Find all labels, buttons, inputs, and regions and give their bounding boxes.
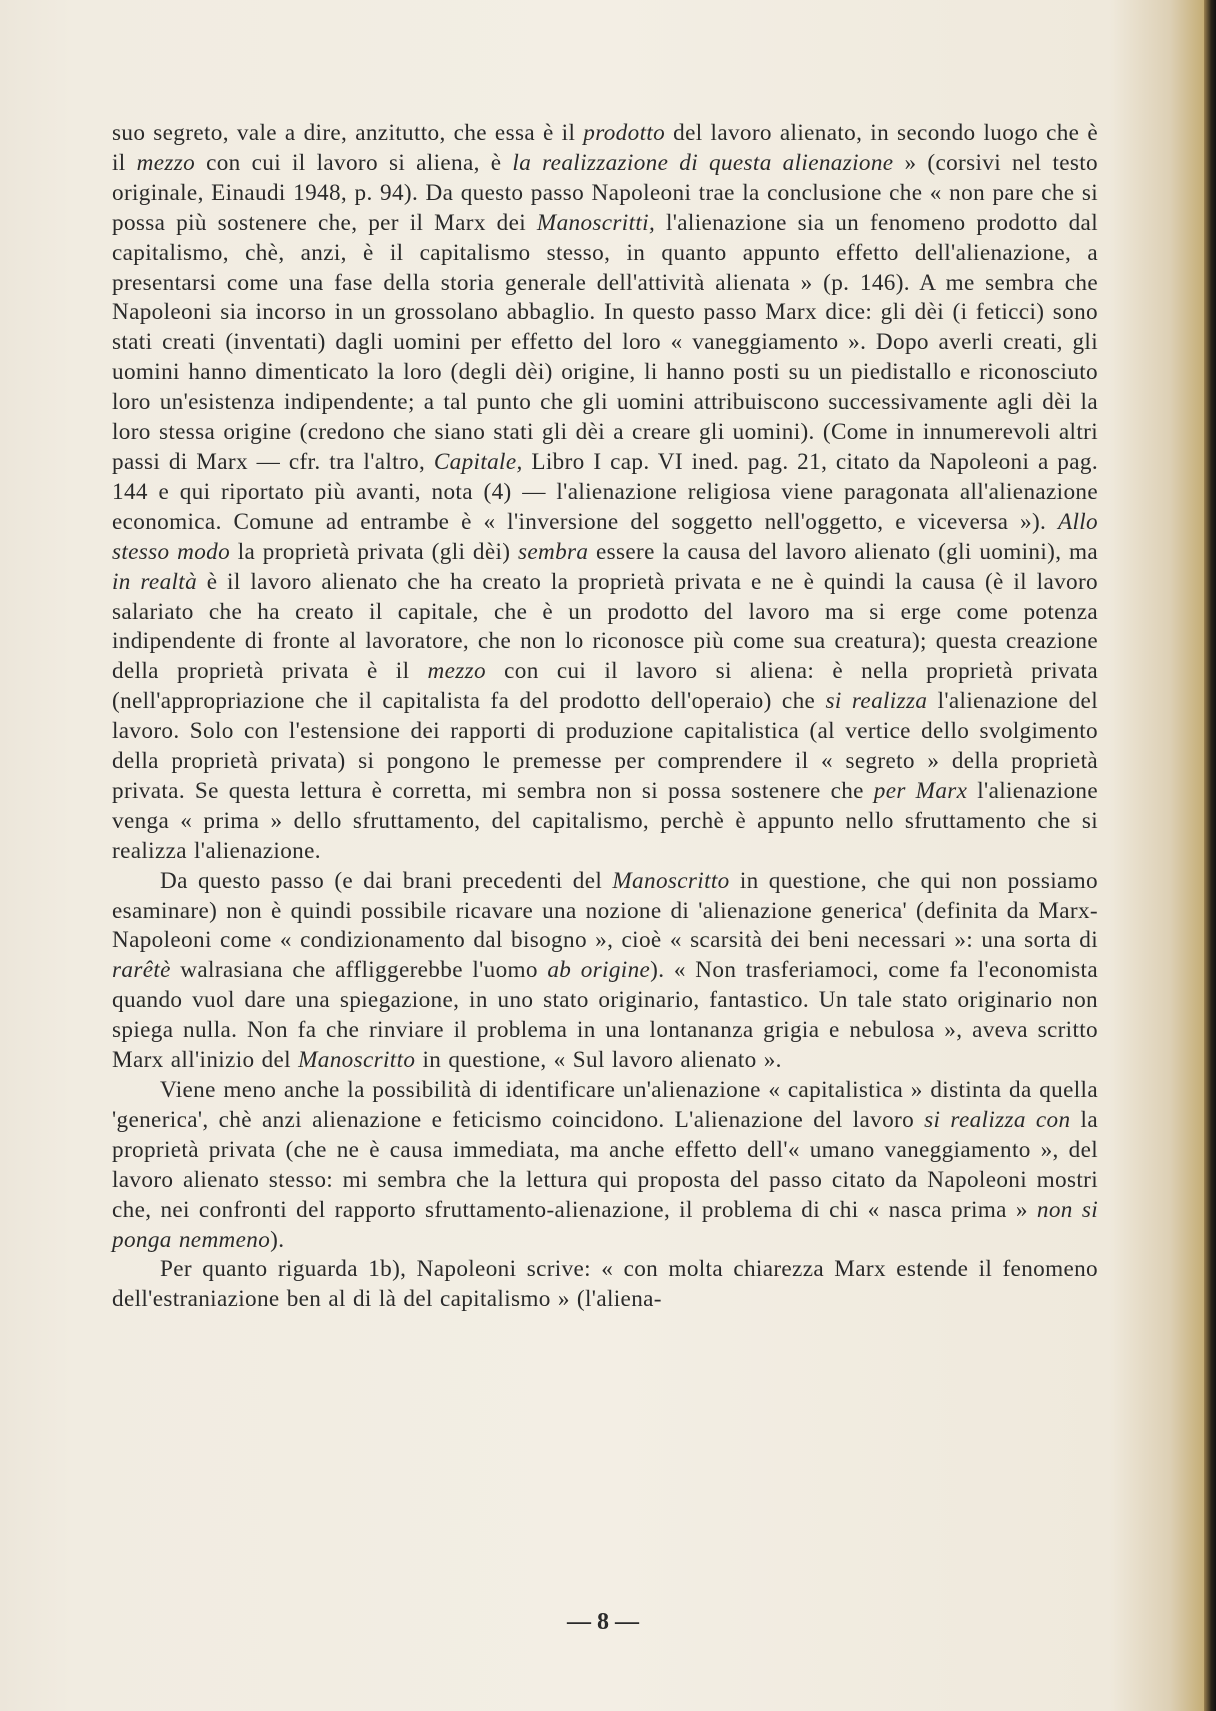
italic-run: la realizzazione di questa alienazione [512,149,894,176]
italic-run: Capitale, [433,448,523,475]
italic-run: ab origine [547,957,651,984]
italic-run: si realizza con [924,1106,1071,1133]
italic-run: Manoscritti, [536,209,656,236]
paragraph-2 [112,867,1098,1076]
text-run: walrasiana che affliggerebbe l'uomo [170,957,548,984]
text-run: con cui il lavoro si aliena, è [195,149,513,176]
text-run: l'alienazione del lavoro. Solo con l'estensione dei rapporti di produzione capitalistica (al vertice dello svolgimento della proprietà privata) si pongono le premesse per comprendere il « segreto » della proprietà privata. Se questa lettura è corretta, mi sembra non si possa sostenere che [112,688,1098,804]
paragraph-3 [112,1076,1098,1255]
italic-run: Manoscritto [298,1047,416,1074]
italic-run: si realizza [825,688,928,715]
text-run: la proprietà privata (gli dèi) [230,538,518,565]
text-run: Viene meno anche la possibilità di identificare un'alienazione « capitalistica » distinta da quella 'generica', chè anzi alienazione e feticismo coincidono. L'alienazione del lavoro [112,1077,1098,1133]
text-run: ). [270,1226,285,1253]
paragraph-1 [112,119,1098,867]
text-run: Da questo passo (e dai brani precedenti del [160,867,613,894]
text-run: l'alienazione venga « prima » dello sfruttamento, del capitalismo, perchè è appunto nello sfruttamento che si realizza l'alienazione. [112,777,1098,864]
text-run: con cui il lavoro si aliena: è nella proprietà privata (nell'appropriazione che il capitalista fa del prodotto dell'operaio) che [112,658,1098,715]
page-edge-shadow [1204,0,1216,1711]
text-run: è il lavoro alienato che ha creato la proprietà privata e ne è quindi la causa (è il lavoro salariato che ha creato il capitale, che è un prodotto del lavoro ma si erge come potenza indipendente di fronte al lavoratore, che non lo riconosce più come sua creatura); questa creazione della proprietà privata è il [112,568,1098,685]
text-run: suo segreto, vale a dire, anzitutto, che essa è il [112,120,584,146]
text-run: l'alienazione sia un fenomeno prodotto dal capitalismo, chè, anzi, è il capitalismo stesso, in quanto appunto effetto dell'alienazione, a presentarsi come una fase della storia generale dell'attività alienata » (p. 146). A me sembra che Napoleoni sia incorso in un grossolano abbaglio. In questo passo Marx dice: gli dèi (i feticci) sono stati creati (inventati) dagli uomini per effetto del loro « vaneggiamento ». Dopo averli creati, gli uomini hanno dimenticato la loro (degli dèi) origine, li hanno posti su un piedistallo e riconosciuto loro un'esistenza indipendente; a tal punto che gli uomini attribuiscono successivamente agli dèi la loro stessa origine (credono che siano stati gli dèi a creare gli uomini). (Come in innumerevoli altri passi di Marx — cfr. tra l'altro, [112,209,1098,475]
italic-run: Manoscritto [612,867,730,894]
text-run: in questione, « Sul lavoro alienato ». [415,1047,782,1074]
italic-run: prodotto [583,120,666,146]
italic-run: rarêtè [112,957,171,984]
italic-run: in realtà [112,568,198,595]
page-number: — 8 — [567,1609,639,1635]
text-run: » (corsivi nel testo originale, Einaudi 1948, p. 94). Da questo passo Napoleoni trae la conclusione che « non pare che si possa più sostenere che, per il Marx dei [112,149,1098,236]
italic-run: sembra [518,538,589,565]
text-run: Per quanto riguarda 1b), Napoleoni scrive: « con molta chiarezza Marx estende il fenomeno dell'estraniazione ben al di là del capitalismo » (l'aliena- [112,1256,1098,1313]
text-run: in questione, che qui non possiamo esaminare) non è quindi possibile ricavare una nozione di 'alienazione generica' (definita da Marx-Napoleoni come « condizionamento dal bisogno », cioè « scarsità dei beni necessari »: una sorta di [112,867,1099,954]
italic-run: mezzo [136,149,196,176]
italic-run: mezzo [427,658,486,685]
italic-run: non si ponga nemmeno [112,1196,1098,1253]
text-run: Libro I cap. VI ined. pag. 21, citato da Napoleoni a pag. 144 e qui riportato più avanti, nota (4) — l'alienazione religiosa viene paragonata all'alienazione economica. Comune ad entrambe è « l'inversione del soggetto nell'oggetto, e viceversa »). [112,448,1098,535]
italic-run: Allo stesso modo [112,508,1098,565]
body-text [112,119,1098,1315]
paragraph-4 [112,1255,1098,1315]
text-run: ). « Non trasferiamoci, come fa l'economista quando vuol dare una spiegazione, in uno stato originario, fantastico. Un tale stato originario non spiega nulla. Non fa che rinviare il problema in una lontananza grigia e nebulosa », aveva scritto Marx all'inizio del [112,957,1098,1074]
text-run: del lavoro alienato, in secondo luogo che è il [112,120,1098,176]
text-run: la proprietà privata (che ne è causa immediata, ma anche effetto dell'« umano vaneggiamento », del lavoro alienato stesso: mi sembra che la lettura qui proposta del passo citato da Napoleoni mostri che, nei confronti del rapporto sfruttamento-alienazione, il problema di chi « nasca prima » [112,1106,1098,1223]
text-run: essere la causa del lavoro alienato (gli uomini), ma [588,538,1099,565]
italic-run: per Marx [873,777,968,804]
